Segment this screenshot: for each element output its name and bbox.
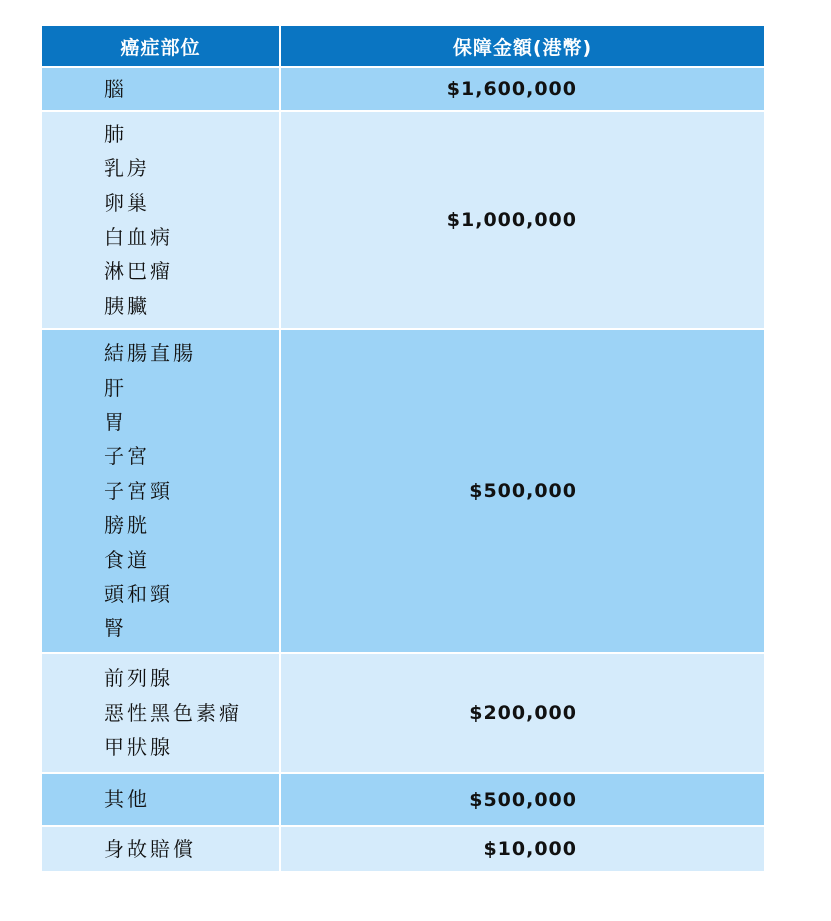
cancer-site-label: 腦 xyxy=(104,76,127,101)
cancer-site-cell xyxy=(41,773,280,826)
cancer-site-cell xyxy=(41,67,280,111)
cancer-site-label: 腎 xyxy=(104,616,127,641)
header-row xyxy=(41,25,765,67)
coverage-amount: $500,000 xyxy=(280,773,765,826)
table-row xyxy=(41,67,765,111)
cancer-site-label: 食道 xyxy=(104,547,150,572)
table-row xyxy=(41,111,765,329)
cancer-site-label: 卵巢 xyxy=(104,190,150,215)
cancer-site-label: 乳房 xyxy=(104,156,150,181)
cancer-site-label: 其他 xyxy=(104,787,150,812)
coverage-amount: $1,600,000 xyxy=(280,67,765,111)
coverage-amount: $10,000 xyxy=(280,826,765,872)
cancer-site-label: 惡性黑色素瘤 xyxy=(104,700,242,725)
coverage-amount: $1,000,000 xyxy=(280,111,765,329)
coverage-amount: $200,000 xyxy=(280,653,765,773)
cancer-site-label: 白血病 xyxy=(104,225,173,249)
header-cancer-site: 癌症部位 xyxy=(41,25,280,67)
coverage-table xyxy=(40,24,766,873)
cancer-site-label: 膀胱 xyxy=(104,513,150,538)
coverage-table-container xyxy=(40,24,764,873)
cancer-site-label: 頭和頸 xyxy=(104,581,173,606)
coverage-amount: $500,000 xyxy=(280,329,765,653)
cancer-site-label: 胃 xyxy=(104,410,127,435)
table-row xyxy=(41,773,765,826)
table-row xyxy=(41,826,765,872)
cancer-site-label: 身故賠償 xyxy=(104,836,196,861)
cancer-site-label: 前列腺 xyxy=(104,666,173,691)
cancer-site-label: 子宮 xyxy=(104,444,150,469)
table-row xyxy=(41,329,765,653)
header-coverage-amount: 保障金額(港幣) xyxy=(280,25,765,67)
table-row xyxy=(41,653,765,773)
cancer-site-cell xyxy=(41,329,280,653)
cancer-site-cell xyxy=(41,653,280,773)
cancer-site-label: 子宮頸 xyxy=(104,478,173,503)
cancer-site-label: 甲狀腺 xyxy=(104,735,173,760)
cancer-site-cell xyxy=(41,111,280,329)
cancer-site-cell xyxy=(41,826,280,872)
cancer-site-label: 淋巴瘤 xyxy=(104,259,173,284)
cancer-site-label: 胰臟 xyxy=(104,293,150,318)
cancer-site-label: 肝 xyxy=(104,375,127,400)
cancer-site-label: 結腸直腸 xyxy=(104,341,196,366)
cancer-site-label: 肺 xyxy=(104,121,127,146)
